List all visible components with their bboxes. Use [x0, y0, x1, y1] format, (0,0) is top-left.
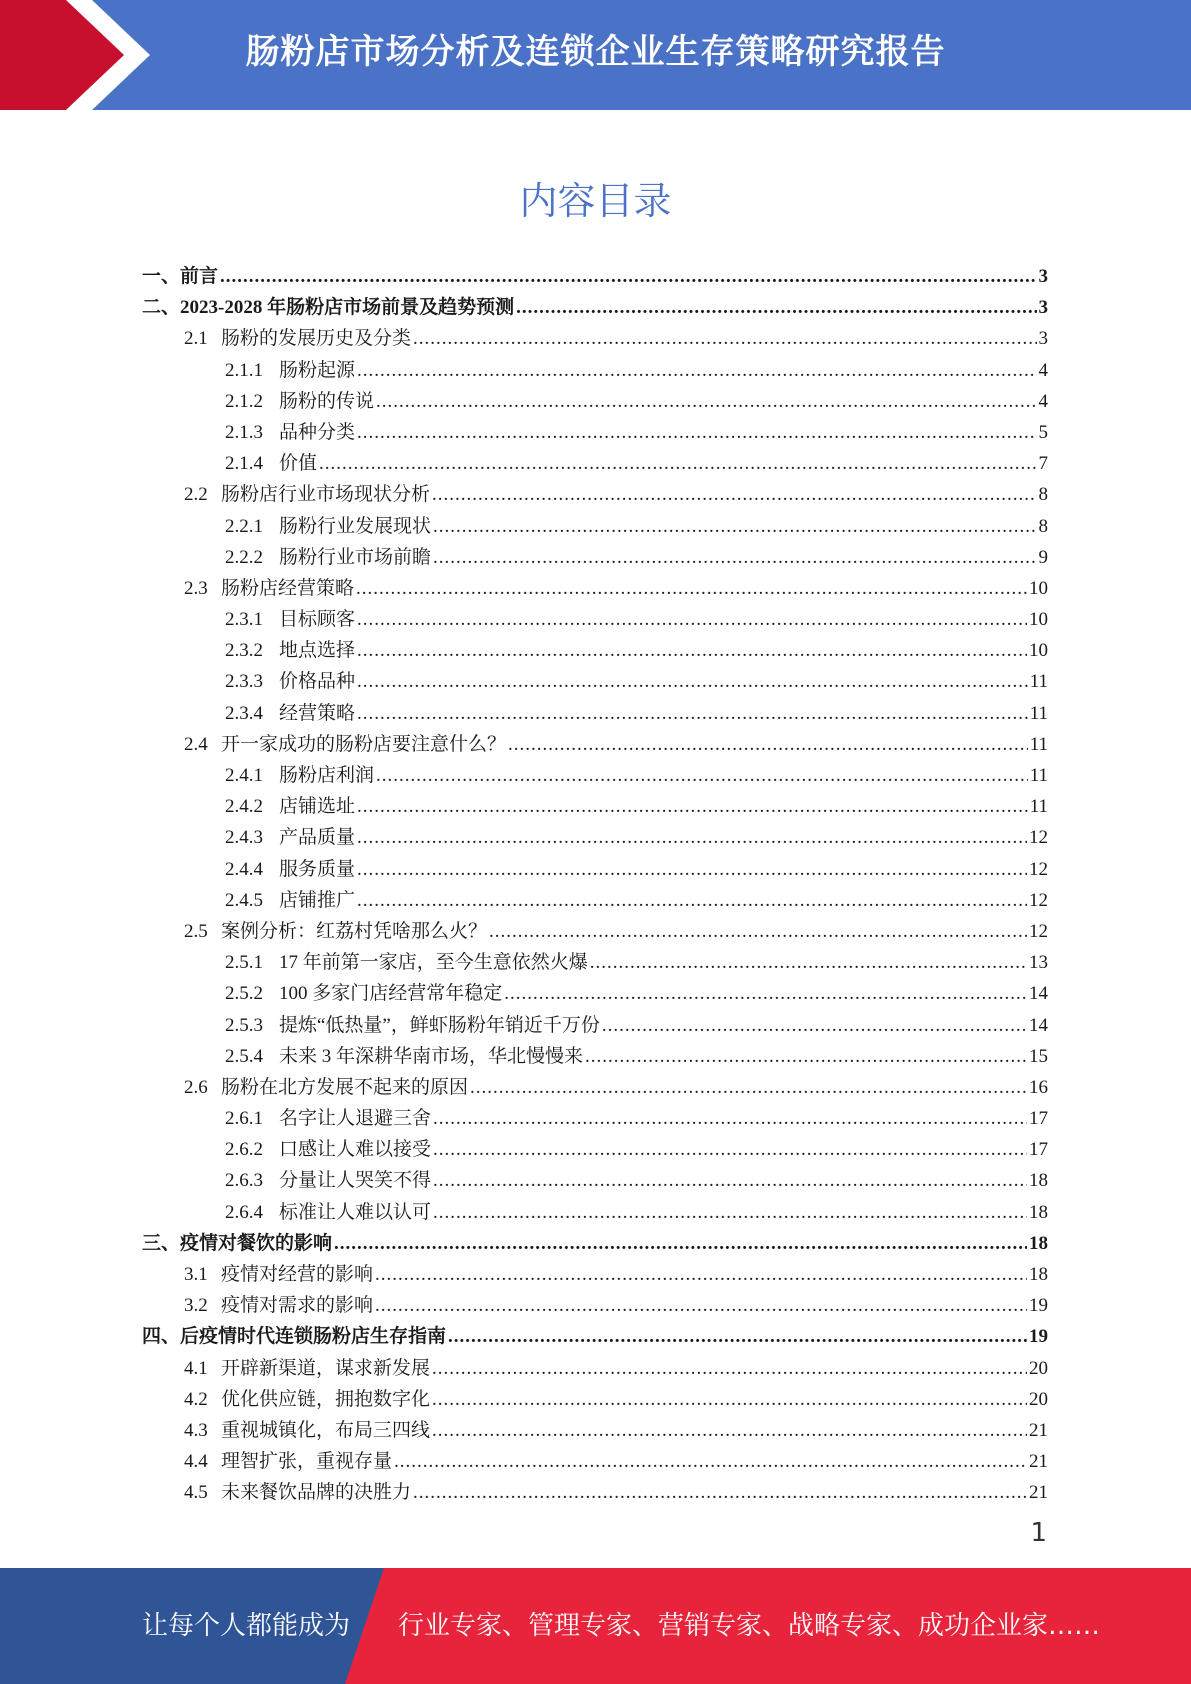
toc-dot-leader [357, 635, 1027, 666]
toc-entry[interactable] [225, 355, 1048, 386]
toc-entry-number: 2.3.2 [225, 640, 263, 662]
toc-entry-number: 2.1 [184, 328, 208, 350]
toc-dot-leader [357, 791, 1028, 822]
toc-entry[interactable] [184, 479, 1048, 510]
toc-entry-label: 品种分类 [279, 421, 356, 443]
toc-dot-leader [433, 1197, 1027, 1228]
toc-entry[interactable] [225, 1197, 1048, 1228]
toc-entry[interactable] [184, 1477, 1048, 1508]
toc-entry-label: 开辟新渠道，谋求新发展 [221, 1357, 431, 1379]
toc-entry[interactable] [184, 1384, 1048, 1415]
toc-entry-page: 8 [1038, 515, 1048, 537]
toc-dot-leader [357, 417, 1036, 448]
toc-entry-label: 分量让人哭笑不得 [279, 1170, 432, 1192]
toc-heading: 内容目录 [519, 179, 672, 223]
toc-entry[interactable] [142, 1228, 1048, 1259]
page-number: 1 [1030, 1518, 1047, 1548]
toc-dot-leader [516, 292, 1036, 323]
toc-entry-number: 二、 [142, 297, 181, 319]
toc-entry-number: 2.6.4 [225, 1201, 263, 1223]
toc-entry-page: 10 [1029, 609, 1048, 631]
toc-entry[interactable] [225, 448, 1048, 479]
toc-entry-page: 18 [1029, 1264, 1048, 1285]
toc-entry-number: 2.6.3 [225, 1170, 263, 1192]
toc-entry-number: 四、 [142, 1326, 181, 1348]
toc-dot-leader [357, 355, 1036, 386]
toc-dot-leader [357, 854, 1027, 885]
toc-entry-label: 肠粉店行业市场现状分析 [221, 484, 431, 506]
toc-entry-label: 后疫情时代连锁肠粉店生存指南 [180, 1326, 447, 1348]
toc-entry-number: 2.4 [184, 733, 208, 755]
toc-entry-label: 肠粉的传说 [279, 390, 375, 412]
toc-entry-label: 经营策略 [279, 702, 356, 724]
toc-entry-page: 11 [1029, 796, 1048, 818]
toc-entry-number: 一、 [142, 266, 181, 287]
toc-entry-number: 2.2 [184, 484, 208, 506]
toc-entry-number: 2.4.4 [225, 858, 263, 880]
toc-entry-label: 肠粉起源 [279, 359, 356, 381]
toc-entry[interactable] [225, 386, 1048, 417]
toc-dot-leader [590, 947, 1027, 978]
toc-entry-number: 2.2.1 [225, 515, 263, 537]
toc-entry-label: 开一家成功的肠粉店要注意什么？ [221, 733, 507, 755]
toc-entry[interactable] [142, 1321, 1048, 1352]
toc-entry-page: 17 [1029, 1108, 1048, 1130]
toc-entry[interactable] [225, 1103, 1048, 1134]
toc-entry[interactable] [184, 1353, 1048, 1384]
toc-entry-page: 3 [1038, 297, 1048, 319]
toc-dot-leader [489, 916, 1027, 947]
toc-dot-leader [470, 1072, 1027, 1103]
toc-dot-leader [394, 1446, 1027, 1477]
toc-entry-page: 11 [1029, 671, 1048, 693]
toc-entry-label: 名字让人退避三舍 [279, 1108, 432, 1130]
toc-entry[interactable] [184, 729, 1048, 760]
toc-entry-page: 10 [1029, 577, 1048, 599]
toc-entry-number: 4.1 [184, 1357, 208, 1379]
toc-entry-page: 7 [1038, 453, 1048, 475]
toc-dot-leader [357, 885, 1027, 916]
toc-entry-page: 12 [1029, 858, 1048, 880]
toc-entry[interactable] [225, 511, 1048, 542]
toc-entry-number: 2.3.4 [225, 702, 263, 724]
toc-entry-label: 肠粉的发展历史及分类 [221, 328, 412, 350]
toc-entry-label: 优化供应链，拥抱数字化 [221, 1388, 431, 1410]
toc-entry-page: 15 [1029, 1045, 1048, 1067]
toc-entry-number: 2.1.4 [225, 453, 263, 475]
toc-dot-leader [357, 698, 1028, 729]
toc-dot-leader [433, 542, 1036, 573]
toc-entry-page: 17 [1029, 1139, 1048, 1161]
toc-entry-page: 3 [1038, 266, 1048, 287]
toc-dot-leader [413, 1477, 1027, 1508]
toc-entry-number: 2.5 [184, 920, 208, 942]
toc-entry[interactable] [225, 417, 1048, 448]
toc-dot-leader [432, 1353, 1027, 1384]
toc-entry-label: 未来 3 年深耕华南市场，华北慢慢来 [279, 1045, 584, 1067]
toc-entry[interactable] [225, 947, 1048, 978]
toc-entry-page: 9 [1038, 546, 1048, 568]
toc-entry-label: 口感让人难以接受 [279, 1139, 432, 1161]
toc-dot-leader [432, 1384, 1027, 1415]
toc-entry-number: 2.6.1 [225, 1108, 263, 1130]
toc-dot-leader [432, 1415, 1027, 1446]
toc-entry[interactable] [225, 604, 1048, 635]
toc-entry[interactable] [184, 1290, 1048, 1321]
toc-entry-number: 2.3 [184, 577, 208, 599]
toc-entry-label: 重视城镇化，布局三四线 [221, 1419, 431, 1441]
toc-entry[interactable] [225, 1165, 1048, 1196]
toc-entry-page: 4 [1038, 359, 1048, 381]
toc-entry-number: 2.4.2 [225, 796, 263, 818]
toc-entry-number: 2.3.3 [225, 671, 263, 693]
toc-entry-number: 2.5.4 [225, 1045, 263, 1067]
toc-entry-label: 100 多家门店经营常年稳定 [279, 983, 503, 1005]
toc-entry-label: 店铺选址 [279, 796, 356, 818]
toc-dot-leader [432, 479, 1036, 510]
toc-entry-page: 11 [1029, 702, 1048, 724]
toc-entry-label: 标准让人难以认可 [279, 1201, 432, 1223]
toc-entry-number: 2.3.1 [225, 609, 263, 631]
toc-entry-number: 2.4.3 [225, 827, 263, 849]
toc-dot-leader [375, 1290, 1027, 1321]
toc-entry-page: 14 [1029, 1014, 1048, 1036]
toc-entry[interactable] [225, 822, 1048, 853]
toc-entry-page: 21 [1029, 1451, 1048, 1473]
toc-dot-leader [433, 1103, 1027, 1134]
toc-dot-leader [448, 1321, 1027, 1352]
toc-entry[interactable] [184, 1072, 1048, 1103]
toc-entry-label: 疫情对经营的影响 [221, 1264, 374, 1285]
toc-entry-number: 2.6.2 [225, 1139, 263, 1161]
toc-entry[interactable] [142, 261, 1048, 292]
toc-entry[interactable] [184, 916, 1048, 947]
toc-dot-leader [376, 760, 1028, 791]
toc-entry[interactable] [225, 791, 1048, 822]
toc-entry-label: 店铺推广 [279, 889, 356, 911]
toc-entry-number: 3.2 [184, 1295, 208, 1317]
toc-entry[interactable] [225, 760, 1048, 791]
toc-entry-label: 产品质量 [279, 827, 356, 849]
toc-entry-number: 2.5.1 [225, 952, 263, 974]
toc-entry-page: 21 [1029, 1419, 1048, 1441]
toc-entry-number: 4.3 [184, 1419, 208, 1441]
toc-entry[interactable] [225, 1041, 1048, 1072]
footer-slogan-left: 让每个人都能成为 [142, 1611, 351, 1641]
toc-entry[interactable] [225, 885, 1048, 916]
toc-entry-label: 疫情对需求的影响 [221, 1295, 374, 1317]
toc-entry-number: 3.1 [184, 1264, 208, 1285]
toc-entry-page: 13 [1029, 952, 1048, 974]
toc-entry-page: 12 [1029, 889, 1048, 911]
toc-entry-label: 案例分析：红荔村凭啥那么火？ [221, 920, 488, 942]
toc-entry[interactable] [184, 1446, 1048, 1477]
toc-entry-number: 2.1.3 [225, 421, 263, 443]
toc-entry-page: 18 [1029, 1170, 1048, 1192]
toc-entry-label: 目标顾客 [279, 609, 356, 631]
toc-entry-page: 21 [1029, 1482, 1048, 1504]
toc-entry-page: 4 [1038, 390, 1048, 412]
toc-entry-page: 20 [1029, 1357, 1048, 1379]
toc-entry-label: 17 年前第一家店，至今生意依然火爆 [279, 952, 588, 974]
toc-dot-leader [334, 1228, 1027, 1259]
footer-slogan-right: 行业专家、管理专家、营销专家、战略专家、成功企业家…… [398, 1611, 1101, 1641]
toc-entry[interactable] [184, 573, 1048, 604]
toc-entry[interactable] [184, 323, 1048, 354]
toc-entry-page: 18 [1029, 1201, 1048, 1223]
toc-entry-page: 10 [1029, 640, 1048, 662]
toc-dot-leader [413, 323, 1036, 354]
header-band [0, 0, 1191, 110]
toc-entry-number: 2.2.2 [225, 546, 263, 568]
toc-entry-label: 肠粉店利润 [279, 765, 375, 786]
toc-dot-leader [357, 604, 1027, 635]
table-of-contents [0, 261, 1191, 1509]
toc-entry-page: 16 [1029, 1076, 1048, 1098]
toc-dot-leader [220, 261, 1036, 292]
toc-entry[interactable] [225, 635, 1048, 666]
toc-entry-number: 2.1.2 [225, 390, 263, 412]
toc-dot-leader [357, 666, 1028, 697]
toc-dot-leader [504, 978, 1027, 1009]
toc-entry-number: 2.4.5 [225, 889, 263, 911]
toc-entry-number: 2.5.3 [225, 1014, 263, 1036]
toc-entry-number: 4.2 [184, 1388, 208, 1410]
toc-entry[interactable] [184, 1415, 1048, 1446]
toc-entry-page: 20 [1029, 1388, 1048, 1410]
toc-entry-page: 19 [1029, 1295, 1048, 1317]
toc-entry-page: 5 [1038, 421, 1048, 443]
toc-entry-label: 肠粉行业发展现状 [279, 515, 432, 537]
toc-entry-number: 4.4 [184, 1451, 208, 1473]
toc-entry[interactable] [142, 292, 1048, 323]
toc-entry-page: 19 [1029, 1326, 1048, 1348]
toc-entry-page: 14 [1029, 983, 1048, 1005]
toc-entry-page: 8 [1038, 484, 1048, 506]
toc-entry-label: 前言 [180, 266, 219, 287]
toc-entry-page: 12 [1029, 920, 1048, 942]
report-title: 肠粉店市场分析及连锁企业生存策略研究报告 [245, 32, 946, 72]
toc-entry[interactable] [225, 978, 1048, 1009]
toc-entry-label: 未来餐饮品牌的决胜力 [221, 1482, 412, 1504]
toc-dot-leader [376, 386, 1036, 417]
toc-dot-leader [357, 822, 1027, 853]
toc-entry-number: 2.1.1 [225, 359, 263, 381]
toc-dot-leader [433, 1134, 1027, 1165]
toc-dot-leader [585, 1041, 1027, 1072]
toc-entry-number: 4.5 [184, 1482, 208, 1504]
toc-entry-label: 地点选择 [279, 640, 356, 662]
toc-entry-page: 11 [1029, 733, 1048, 755]
toc-entry-label: 价格品种 [279, 671, 356, 693]
toc-entry-page: 3 [1038, 328, 1048, 350]
toc-dot-leader [319, 448, 1036, 479]
toc-entry[interactable] [225, 542, 1048, 573]
toc-entry-page: 12 [1029, 827, 1048, 849]
toc-entry-label: 肠粉行业市场前瞻 [279, 546, 432, 568]
toc-entry-number: 2.4.1 [225, 765, 263, 786]
toc-entry[interactable] [225, 1134, 1048, 1165]
toc-entry-number: 三、 [142, 1232, 181, 1254]
toc-entry-label: 理智扩张，重视存量 [221, 1451, 393, 1473]
toc-entry-number: 2.5.2 [225, 983, 263, 1005]
toc-entry[interactable] [184, 1259, 1048, 1290]
toc-dot-leader [433, 511, 1036, 542]
toc-entry-label: 疫情对餐饮的影响 [180, 1232, 333, 1254]
toc-entry-label: 价值 [279, 453, 318, 475]
toc-entry-page: 11 [1029, 765, 1048, 786]
toc-entry[interactable] [225, 1010, 1048, 1041]
toc-entry-label: 肠粉在北方发展不起来的原因 [221, 1076, 469, 1098]
toc-entry-label: 肠粉店经营策略 [221, 577, 355, 599]
toc-dot-leader [356, 573, 1027, 604]
toc-entry[interactable] [225, 854, 1048, 885]
toc-entry[interactable] [225, 698, 1048, 729]
toc-entry-label: 服务质量 [279, 858, 356, 880]
toc-dot-leader [433, 1165, 1027, 1196]
toc-entry-page: 18 [1029, 1232, 1048, 1254]
toc-dot-leader [508, 729, 1028, 760]
toc-entry-label: 2023-2028 年肠粉店市场前景及趋势预测 [180, 297, 515, 319]
toc-dot-leader [602, 1010, 1027, 1041]
toc-dot-leader [375, 1259, 1027, 1290]
toc-entry-label: 提炼“低热量”，鲜虾肠粉年销近千万份 [279, 1014, 600, 1036]
toc-entry-number: 2.6 [184, 1076, 208, 1098]
toc-entry[interactable] [225, 666, 1048, 697]
